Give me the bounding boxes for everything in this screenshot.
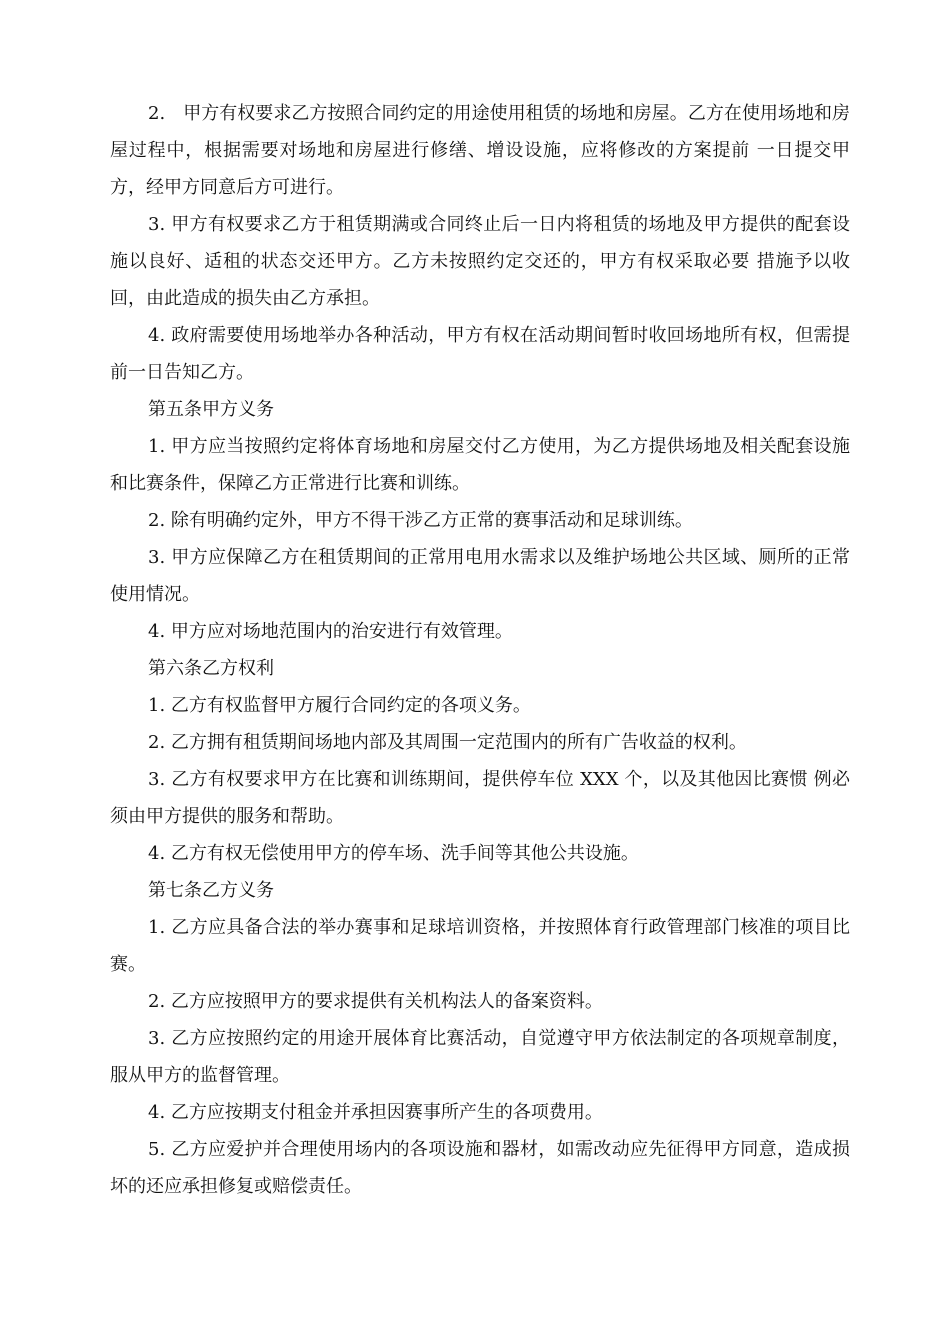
- clause-item-lessee-duty-5: 5. 乙方应爱护并合理使用场内的各项设施和器材，如需改动应先征得甲方同意，造成损坏的还应承担修复或赔偿责任。: [110, 1139, 850, 1197]
- clause-item-lessee-right-4: 4. 乙方有权无偿使用甲方的停车场、洗手间等其他公共设施。: [148, 843, 639, 864]
- clause-item-lessor-duty-3: 3. 甲方应保障乙方在租赁期间的正常用电用水需求以及维护场地公共区域、厕所的正常使用情况。: [110, 547, 850, 605]
- clause-item-lessor-right-3: 3. 甲方有权要求乙方于租赁期满或合同终止后一日内将租赁的场地及甲方提供的配套设施以良好、适租的状态交还甲方。乙方未按照约定交还的，甲方有权采取必要 措施予以收回，由此造成的损失由乙方承担。: [110, 214, 850, 309]
- article-7-heading: 第七条乙方义务: [148, 880, 274, 901]
- article-5-heading: 第五条甲方义务: [148, 399, 274, 420]
- clause-item-lessor-right-2: 2. 甲方有权要求乙方按照合同约定的用途使用租赁的场地和房屋。乙方在使用场地和房屋过程中，根据需要对场地和房屋进行修缮、增设设施，应将修改的方案提前 一日提交甲方，经甲方同意后方可进行。: [110, 103, 850, 198]
- clause-item-lessee-right-3: 3. 乙方有权要求甲方在比赛和训练期间，提供停车位 XXX 个，以及其他因比赛惯 例必须由甲方提供的服务和帮助。: [110, 769, 850, 827]
- clause-item-lessor-duty-2: 2. 除有明确约定外，甲方不得干涉乙方正常的赛事活动和足球训练。: [148, 510, 693, 531]
- clause-item-lessee-duty-2: 2. 乙方应按照甲方的要求提供有关机构法人的备案资料。: [148, 991, 603, 1012]
- clause-item-lessor-duty-4: 4. 甲方应对场地范围内的治安进行有效管理。: [148, 621, 513, 642]
- clause-item-lessee-duty-3: 3. 乙方应按照约定的用途开展体育比赛活动，自觉遵守甲方依法制定的各项规章制度，服从甲方的监督管理。: [110, 1028, 850, 1086]
- clause-item-lessee-duty-4: 4. 乙方应按期支付租金并承担因赛事所产生的各项费用。: [148, 1102, 603, 1123]
- clause-item-lessee-right-2: 2. 乙方拥有租赁期间场地内部及其周围一定范围内的所有广告收益的权利。: [148, 732, 747, 753]
- article-6-heading: 第六条乙方权利: [148, 658, 274, 679]
- clause-item-lessee-duty-1: 1. 乙方应具备合法的举办赛事和足球培训资格，并按照体育行政管理部门核准的项目比赛。: [110, 917, 850, 975]
- clause-item-lessor-right-4: 4. 政府需要使用场地举办各种活动，甲方有权在活动期间暂时收回场地所有权，但需提前一日告知乙方。: [110, 325, 850, 383]
- clause-item-lessee-right-1: 1. 乙方有权监督甲方履行合同约定的各项义务。: [148, 695, 531, 716]
- clause-item-lessor-duty-1: 1. 甲方应当按照约定将体育场地和房屋交付乙方使用，为乙方提供场地及相关配套设施和比赛条件，保障乙方正常进行比赛和训练。: [110, 436, 850, 494]
